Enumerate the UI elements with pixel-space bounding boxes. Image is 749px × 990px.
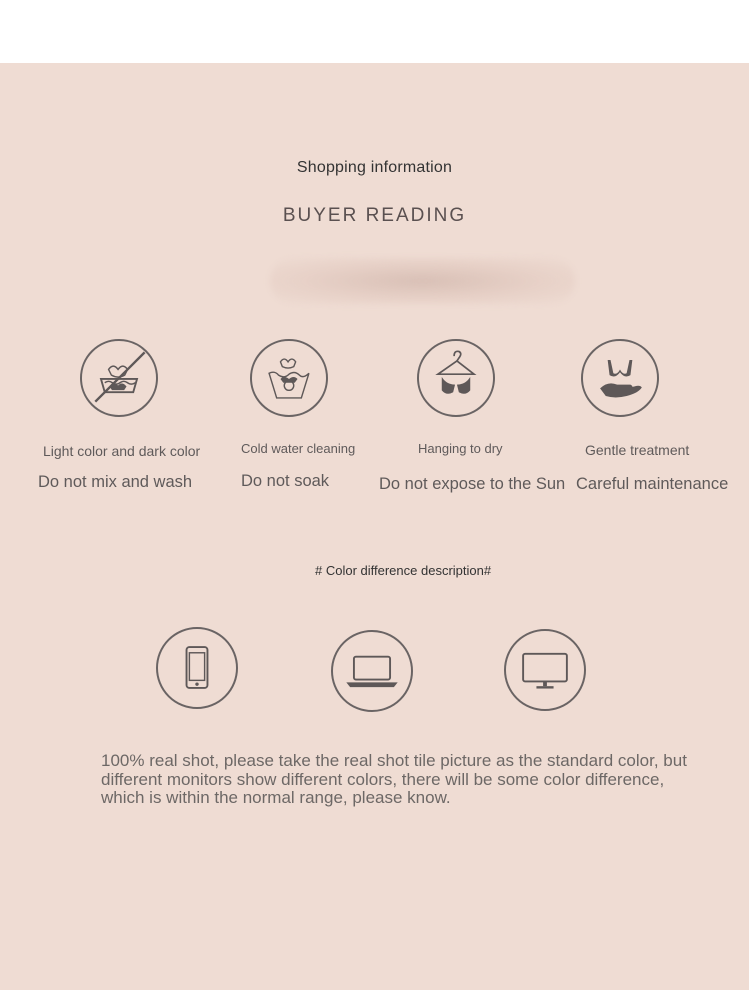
care-caption-1: Do not mix and wash xyxy=(38,473,193,491)
monitor-icon xyxy=(504,629,586,711)
care-label-4: Gentle treatment xyxy=(585,442,690,458)
buyer-reading-panel xyxy=(0,63,749,990)
top-white-band xyxy=(0,0,749,63)
color-difference-title: # Color difference description# xyxy=(315,563,492,578)
section-title: BUYER READING xyxy=(282,205,467,226)
care-label-1: Light color and dark color xyxy=(43,443,201,459)
gentle-hand-icon xyxy=(581,339,659,417)
care-caption-2: Do not soak xyxy=(241,472,330,490)
color-difference-description: 100% real shot, please take the real shot tile picture as the standard color, but different monitors show different colors, there will be some color difference, which is within the normal range, please know. xyxy=(101,751,687,807)
section-subtitle: Shopping information xyxy=(296,159,453,176)
laptop-icon xyxy=(331,630,413,712)
care-caption-4: Careful maintenance xyxy=(576,475,729,493)
care-caption-3: Do not expose to the Sun xyxy=(379,475,566,493)
decorative-blur-bar xyxy=(270,258,575,304)
phone-icon xyxy=(156,627,238,709)
no-soak-icon xyxy=(250,339,328,417)
care-label-2: Cold water cleaning xyxy=(241,441,356,456)
hanger-dry-icon xyxy=(417,339,495,417)
care-label-3: Hanging to dry xyxy=(418,441,503,456)
no-mix-wash-icon xyxy=(80,339,158,417)
